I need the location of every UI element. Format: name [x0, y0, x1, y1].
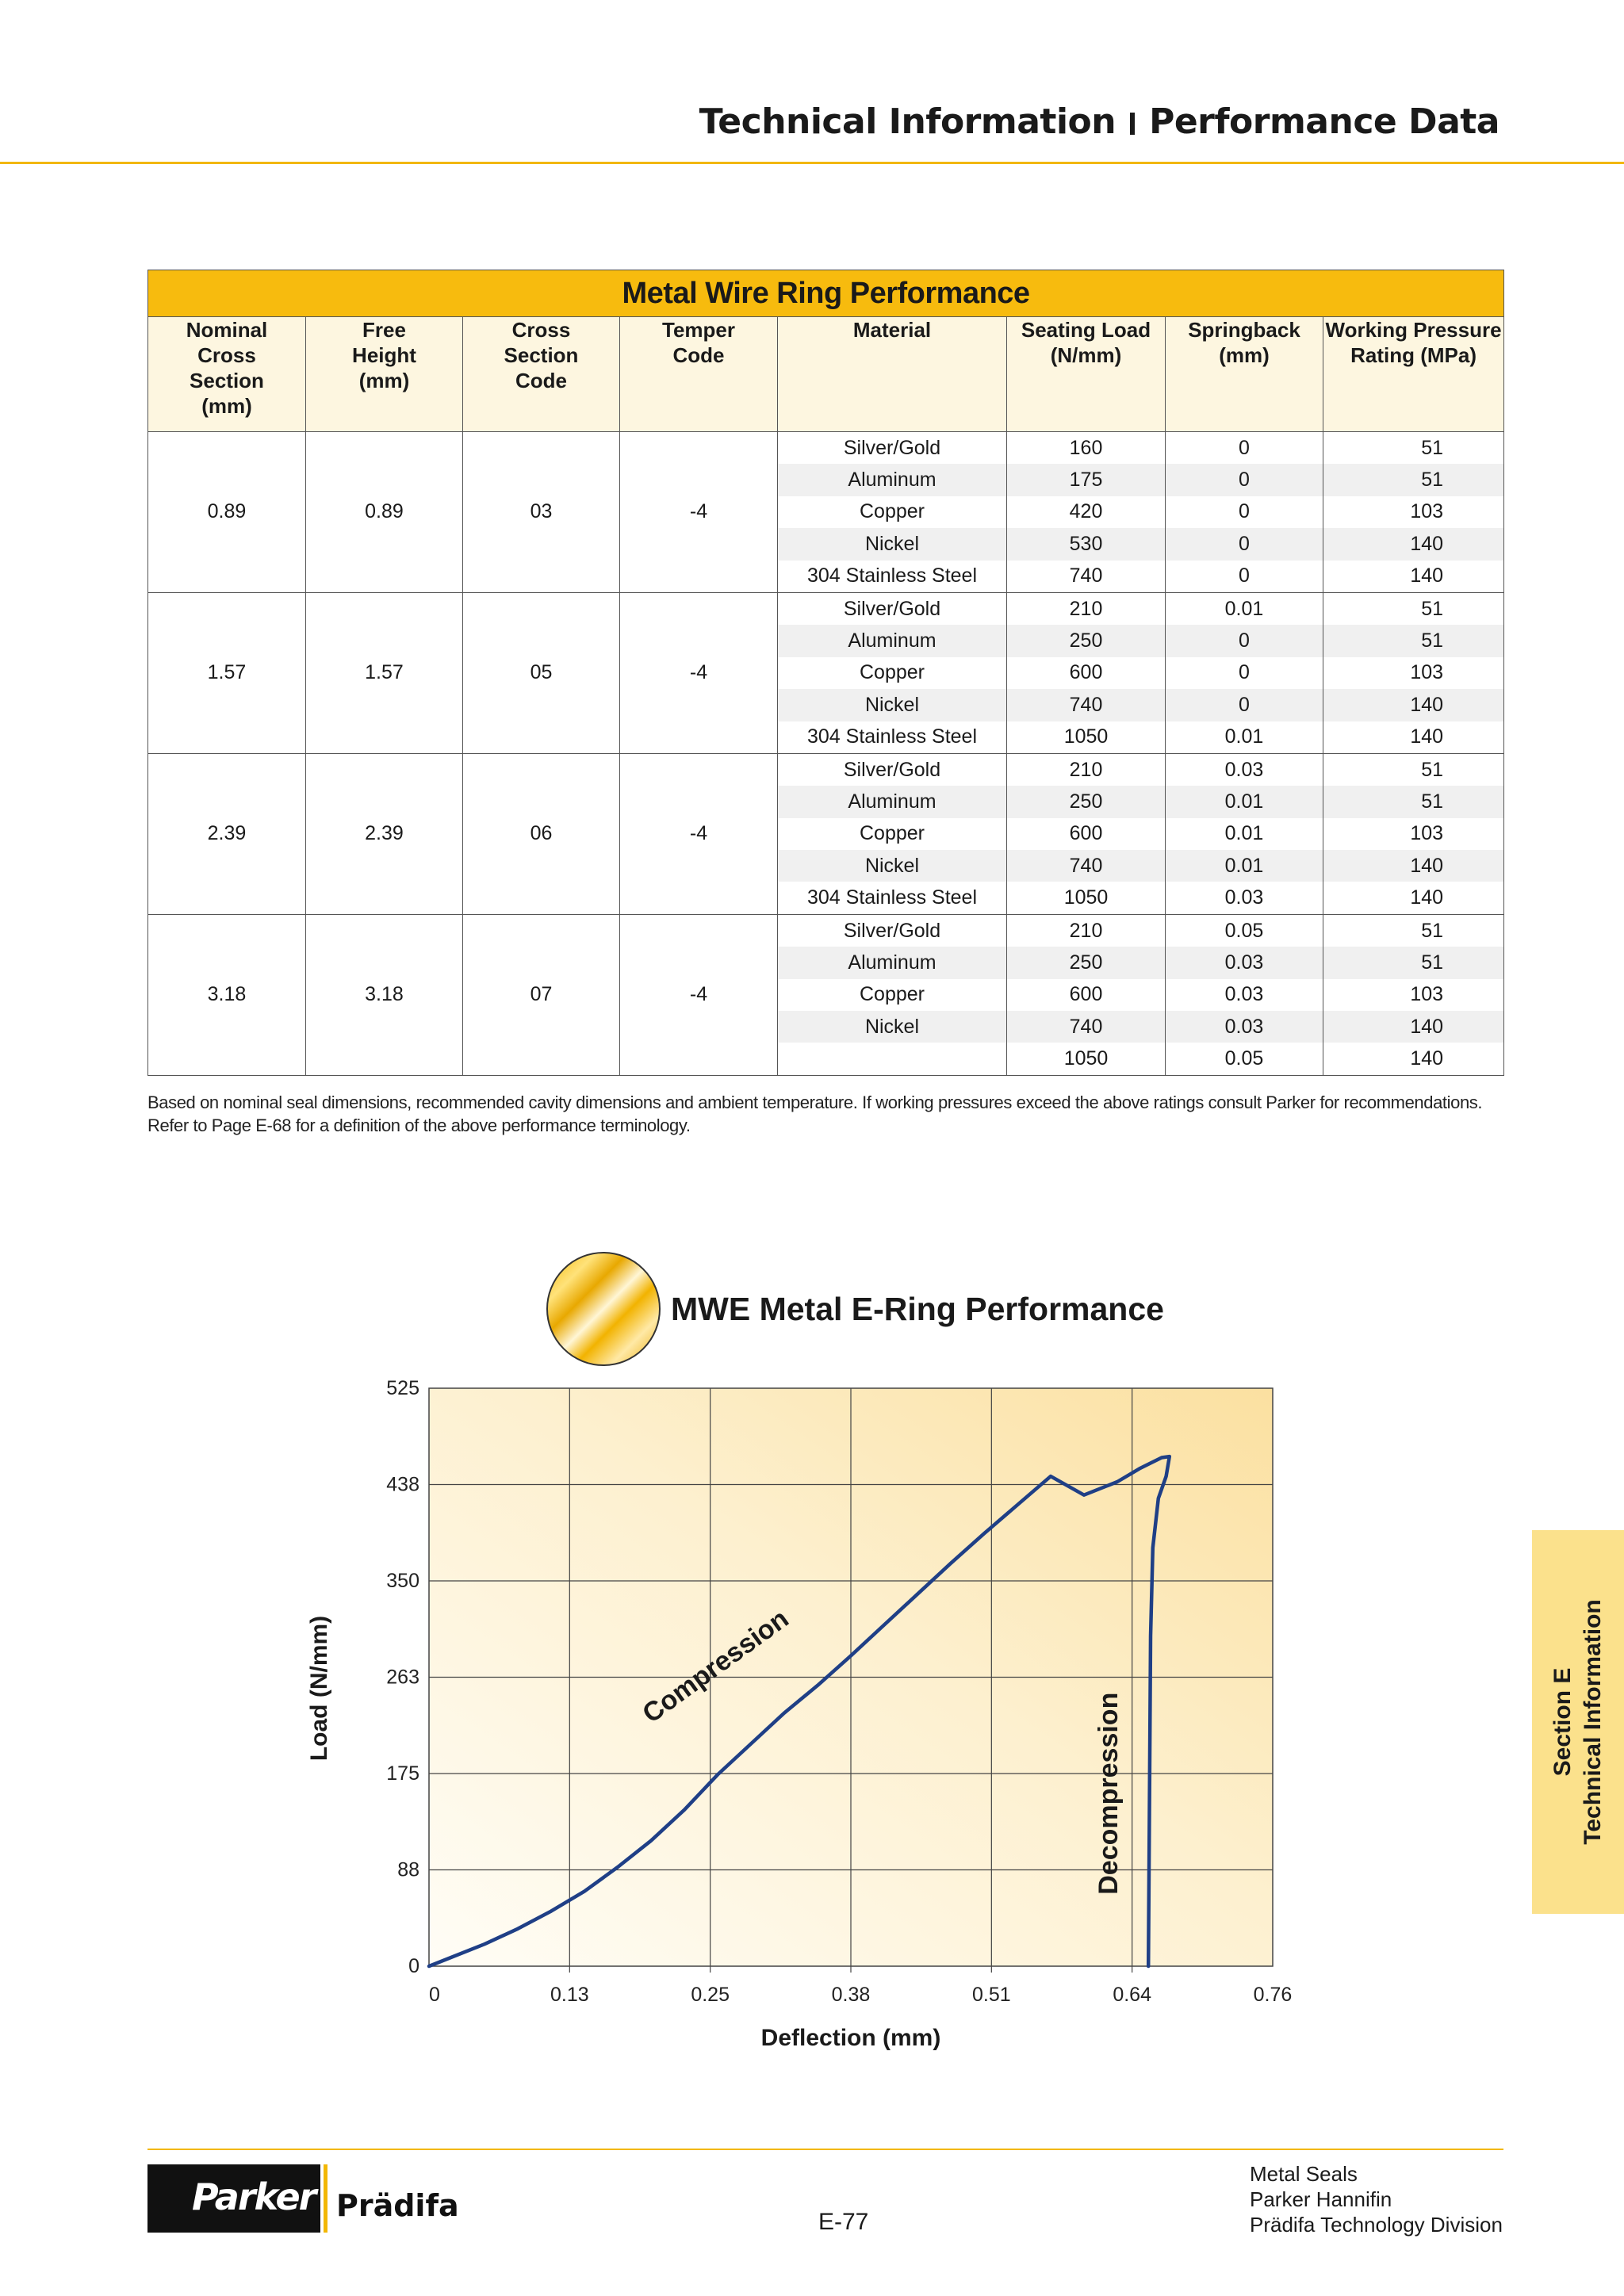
material-cell: 304 Stainless Steel: [778, 561, 1007, 593]
springback-cell: 0.03: [1166, 753, 1323, 786]
group-temper-cell: -4: [620, 914, 778, 1075]
material-cell: [778, 1043, 1007, 1075]
springback-cell: 0.03: [1166, 979, 1323, 1011]
material-cell: Nickel: [778, 689, 1007, 721]
material-cell: Silver/Gold: [778, 914, 1007, 947]
seating-load-cell: 600: [1007, 657, 1166, 689]
pressure-rating-cell: 140: [1323, 882, 1504, 914]
y-tick-label: 350: [386, 1570, 419, 1592]
metal-ring-icon: [544, 1249, 663, 1368]
x-tick-label: 0.25: [691, 1984, 730, 2006]
pressure-rating-cell: 140: [1323, 689, 1504, 721]
column-header-line: Cross: [197, 343, 256, 367]
pressure-rating-cell: 140: [1323, 1011, 1504, 1043]
group-nominal-cell: 1.57: [148, 592, 306, 753]
footer-line-2: Parker Hannifin: [1250, 2187, 1392, 2211]
pressure-rating-cell: 140: [1323, 850, 1504, 882]
springback-cell: 0: [1166, 432, 1323, 465]
group-section-code-cell: 05: [463, 592, 620, 753]
column-header-line: Height: [352, 343, 416, 367]
table-body: [148, 432, 1504, 1076]
seating-load-cell: 250: [1007, 786, 1166, 817]
material-cell: Aluminum: [778, 464, 1007, 496]
material-cell: Aluminum: [778, 625, 1007, 656]
material-cell: 304 Stainless Steel: [778, 721, 1007, 754]
compression-label: Compression: [637, 1603, 795, 1729]
column-header-line: (mm): [201, 394, 252, 418]
column-header-line: Free: [362, 318, 406, 342]
y-tick-label: 88: [397, 1858, 419, 1881]
group-section-code-cell: 07: [463, 914, 620, 1075]
parker-logo-text: Parker: [192, 2175, 316, 2218]
y-tick-label: 175: [386, 1762, 419, 1785]
footer-rule: [147, 2149, 1503, 2150]
group-section-code-cell: 03: [463, 432, 620, 593]
springback-cell: 0.03: [1166, 882, 1323, 914]
springback-cell: 0.01: [1166, 786, 1323, 817]
seating-load-cell: 600: [1007, 979, 1166, 1011]
material-cell: Silver/Gold: [778, 753, 1007, 786]
column-header: [148, 317, 306, 432]
material-cell: Nickel: [778, 528, 1007, 560]
x-tick-label: 0.13: [550, 1984, 589, 2006]
group-section-code-cell: 06: [463, 753, 620, 914]
group-temper-cell: -4: [620, 432, 778, 593]
column-header: [1166, 317, 1323, 432]
group-free-height-cell: 1.57: [306, 592, 463, 753]
springback-cell: 0: [1166, 689, 1323, 721]
seating-load-cell: 210: [1007, 753, 1166, 786]
pressure-rating-cell: 51: [1323, 786, 1504, 817]
chart-title: MWE Metal E-Ring Performance: [671, 1291, 1164, 1327]
springback-cell: 0.01: [1166, 850, 1323, 882]
material-cell: Nickel: [778, 1011, 1007, 1043]
section-side-tab[interactable]: [1532, 1530, 1624, 1914]
column-header-line: Section: [190, 369, 264, 392]
group-nominal-cell: 0.89: [148, 432, 306, 593]
springback-cell: 0.03: [1166, 947, 1323, 978]
springback-cell: 0: [1166, 464, 1323, 496]
pressure-rating-cell: 103: [1323, 657, 1504, 689]
springback-cell: 0.03: [1166, 1011, 1323, 1043]
seating-load-cell: 175: [1007, 464, 1166, 496]
group-free-height-cell: 0.89: [306, 432, 463, 593]
column-header: [306, 317, 463, 432]
seating-load-cell: 160: [1007, 432, 1166, 465]
logo-divider: [324, 2164, 327, 2233]
x-tick-label: 0.64: [1113, 1984, 1152, 2006]
header-topic: Performance Data: [1149, 101, 1500, 142]
seating-load-cell: 1050: [1007, 1043, 1166, 1075]
column-header-line: (mm): [1219, 343, 1270, 367]
footer-line-1: Metal Seals: [1250, 2162, 1358, 2186]
pressure-rating-cell: 51: [1323, 947, 1504, 978]
pressure-rating-cell: 51: [1323, 914, 1504, 947]
pressure-rating-cell: 103: [1323, 979, 1504, 1011]
pressure-rating-cell: 140: [1323, 528, 1504, 560]
column-header: [463, 317, 620, 432]
x-tick-label: 0.51: [971, 1984, 1011, 2006]
group-nominal-cell: 3.18: [148, 914, 306, 1075]
side-tab-label: [1548, 1599, 1608, 1844]
page-number: E-77: [818, 2209, 869, 2235]
seating-load-cell: 740: [1007, 689, 1166, 721]
side-tab-line-2: Technical Information: [1580, 1599, 1606, 1845]
side-tab-line-1: Section E: [1549, 1667, 1576, 1777]
pressure-rating-cell: 51: [1323, 753, 1504, 786]
group-free-height-cell: 2.39: [306, 753, 463, 914]
springback-cell: 0: [1166, 657, 1323, 689]
material-cell: Copper: [778, 979, 1007, 1011]
column-header-line: Seating Load: [1021, 318, 1151, 342]
material-cell: 304 Stainless Steel: [778, 882, 1007, 914]
seating-load-cell: 530: [1007, 528, 1166, 560]
column-header-line: Temper: [662, 318, 735, 342]
seating-load-cell: 250: [1007, 625, 1166, 656]
footer-line-3: Prädifa Technology Division: [1250, 2213, 1503, 2237]
pressure-rating-cell: 51: [1323, 464, 1504, 496]
page-header: [699, 101, 1500, 142]
material-cell: Aluminum: [778, 786, 1007, 817]
column-header-line: Cross: [511, 318, 571, 342]
material-cell: Silver/Gold: [778, 592, 1007, 625]
seating-load-cell: 250: [1007, 947, 1166, 978]
seating-load-cell: 1050: [1007, 882, 1166, 914]
material-cell: Copper: [778, 657, 1007, 689]
column-header-line: Code: [515, 369, 567, 392]
springback-cell: 0: [1166, 561, 1323, 593]
table-row: [148, 914, 1504, 947]
x-tick-label: 0.38: [831, 1984, 871, 2006]
material-cell: Aluminum: [778, 947, 1007, 978]
pressure-rating-cell: 140: [1323, 1043, 1504, 1075]
y-axis-label: Load (N/mm): [306, 1615, 332, 1762]
pressure-rating-cell: 103: [1323, 818, 1504, 850]
column-header-line: Section: [504, 343, 579, 367]
seating-load-cell: 210: [1007, 592, 1166, 625]
x-axis-label: Deflection (mm): [760, 2025, 941, 2051]
springback-cell: 0: [1166, 528, 1323, 560]
column-header-line: (N/mm): [1050, 343, 1122, 367]
seating-load-cell: 740: [1007, 850, 1166, 882]
pressure-rating-cell: 140: [1323, 561, 1504, 593]
performance-table: [147, 270, 1504, 1076]
header-section: Technical Information: [699, 101, 1116, 142]
x-tick-label: 0: [429, 1984, 440, 2006]
y-tick-label: 438: [386, 1473, 419, 1496]
column-header-line: Rating (MPa): [1350, 343, 1477, 367]
group-temper-cell: -4: [620, 753, 778, 914]
header-separator: [1130, 113, 1135, 135]
x-tick-label: 0.76: [1253, 1984, 1293, 2006]
pressure-rating-cell: 51: [1323, 592, 1504, 625]
springback-cell: 0.05: [1166, 1043, 1323, 1075]
seating-load-cell: 740: [1007, 561, 1166, 593]
parker-logo-box: [147, 2164, 320, 2233]
pressure-rating-cell: 51: [1323, 432, 1504, 465]
pressure-rating-cell: 103: [1323, 496, 1504, 528]
table-row: [148, 753, 1504, 786]
y-tick-label: 0: [408, 1955, 419, 1977]
column-header: [1323, 317, 1504, 432]
material-cell: Nickel: [778, 850, 1007, 882]
decompression-label: Decompression: [1094, 1692, 1124, 1895]
pradifa-logo-text: Prädifa: [336, 2188, 459, 2223]
seating-load-cell: 740: [1007, 1011, 1166, 1043]
material-cell: Copper: [778, 818, 1007, 850]
header-rule: [0, 162, 1624, 164]
column-header: [778, 317, 1007, 432]
y-tick-labels: [386, 1377, 419, 1977]
y-tick-label: 263: [386, 1666, 419, 1689]
group-temper-cell: -4: [620, 592, 778, 753]
group-nominal-cell: 2.39: [148, 753, 306, 914]
table-title: Metal Wire Ring Performance: [148, 270, 1504, 317]
y-tick-label: 525: [386, 1377, 419, 1399]
springback-cell: 0.01: [1166, 721, 1323, 754]
column-header-line: Nominal: [186, 318, 268, 342]
table-header-row: [148, 317, 1504, 432]
column-header-line: Springback: [1188, 318, 1300, 342]
column-header: [620, 317, 778, 432]
load-deflection-chart: [285, 1364, 1348, 2061]
pressure-rating-cell: 51: [1323, 625, 1504, 656]
springback-cell: 0: [1166, 496, 1323, 528]
springback-cell: 0.05: [1166, 914, 1323, 947]
column-header: [1007, 317, 1166, 432]
group-free-height-cell: 3.18: [306, 914, 463, 1075]
table-row: [148, 592, 1504, 625]
table-footnote: Based on nominal seal dimensions, recommended cavity dimensions and ambient temperature. If working pressures exceed the above ratings consult Parker for recommendations. Refer to Page E-68 for a definition of the above performance terminology.: [147, 1093, 1483, 1135]
pressure-rating-cell: 140: [1323, 721, 1504, 754]
column-header-line: Code: [672, 343, 725, 367]
footer-company-info: [1250, 2161, 1503, 2237]
seating-load-cell: 600: [1007, 818, 1166, 850]
material-cell: Silver/Gold: [778, 432, 1007, 465]
column-header-line: Working Pressure: [1325, 318, 1502, 342]
table-row: [148, 432, 1504, 465]
material-cell: Copper: [778, 496, 1007, 528]
springback-cell: 0.01: [1166, 818, 1323, 850]
column-header-line: (mm): [358, 369, 410, 392]
seating-load-cell: 1050: [1007, 721, 1166, 754]
seating-load-cell: 210: [1007, 914, 1166, 947]
x-tick-labels: [429, 1984, 1292, 2006]
springback-cell: 0: [1166, 625, 1323, 656]
springback-cell: 0.01: [1166, 592, 1323, 625]
seating-load-cell: 420: [1007, 496, 1166, 528]
column-header-line: Material: [852, 318, 932, 342]
